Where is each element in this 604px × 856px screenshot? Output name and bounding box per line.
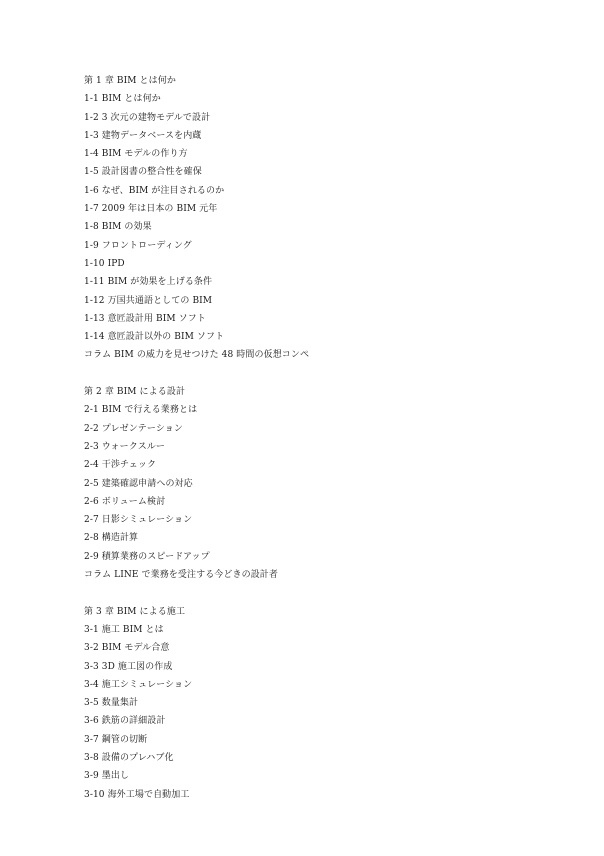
column-entry: コラム LINE で業務を受注する今どきの設計者: [84, 570, 279, 581]
toc-entry: 2-3 ウォークスルー: [84, 441, 166, 452]
toc-entry: 2-5 建築確認申請への対応: [84, 478, 193, 489]
table-of-contents: [84, 72, 564, 804]
toc-entry: 3-8 設備のプレハブ化: [84, 752, 174, 763]
column-entry: コラム BIM の威力を見せつけた 48 時間の仮想コンペ: [84, 350, 310, 361]
toc-entry: 3-2 BIM モデル合意: [84, 643, 170, 654]
chapter-2: [84, 383, 564, 584]
toc-entry: 3-10 海外工場で自動加工: [84, 789, 190, 800]
toc-entry: 2-8 構造計算: [84, 533, 139, 544]
toc-entry: 2-4 干渉チェック: [84, 460, 157, 471]
toc-entry: 1-6 なぜ、BIM が注目されるのか: [84, 185, 225, 196]
toc-entry: 2-1 BIM で行える業務とは: [84, 405, 198, 416]
toc-entry: 1-10 IPD: [84, 258, 125, 269]
toc-entry: 1-12 万国共通語としての BIM: [84, 295, 213, 306]
toc-entry: 2-2 プレゼンテーション: [84, 423, 183, 434]
toc-entry: 1-13 意匠設計用 BIM ソフト: [84, 313, 206, 324]
toc-entry: 1-9 フロントローディング: [84, 240, 192, 251]
toc-entry: 1-2 3 次元の建物モデルで設計: [84, 112, 211, 123]
chapter-3: [84, 603, 564, 804]
toc-entry: 3-4 施工シミュレーション: [84, 679, 193, 690]
toc-entry: 2-6 ボリューム検討: [84, 496, 166, 507]
toc-entry: 3-3 3D 施工図の作成: [84, 661, 173, 672]
chapter-title: 第 3 章 BIM による施工: [84, 606, 186, 617]
toc-entry: 1-7 2009 年は日本の BIM 元年: [84, 204, 218, 215]
chapter-1: [84, 72, 564, 365]
toc-entry: 1-5 設計図書の整合性を確保: [84, 167, 202, 178]
toc-entry: 1-14 意匠設計以外の BIM ソフト: [84, 332, 225, 343]
toc-entry: 2-9 積算業務のスピードアップ: [84, 551, 210, 562]
chapter-title: 第 1 章 BIM とは何か: [84, 76, 176, 86]
toc-entry: 1-1 BIM とは何か: [84, 94, 161, 105]
toc-entry: 3-7 鋼管の切断: [84, 734, 148, 745]
toc-entry: 1-11 BIM が効果を上げる条件: [84, 277, 213, 288]
toc-entry: 1-8 BIM の効果: [84, 222, 152, 233]
toc-entry: 3-5 数量集計: [84, 698, 139, 709]
toc-entry: 1-3 建物データベースを内蔵: [84, 130, 202, 141]
toc-entry: 3-9 墨出し: [84, 771, 130, 782]
toc-entry: 3-1 施工 BIM とは: [84, 624, 164, 635]
chapter-title: 第 2 章 BIM による設計: [84, 387, 186, 398]
toc-entry: 1-4 BIM モデルの作り方: [84, 149, 188, 160]
toc-entry: 2-7 日影シミュレーション: [84, 515, 193, 526]
toc-entry: 3-6 鉄筋の詳細設計: [84, 716, 166, 727]
